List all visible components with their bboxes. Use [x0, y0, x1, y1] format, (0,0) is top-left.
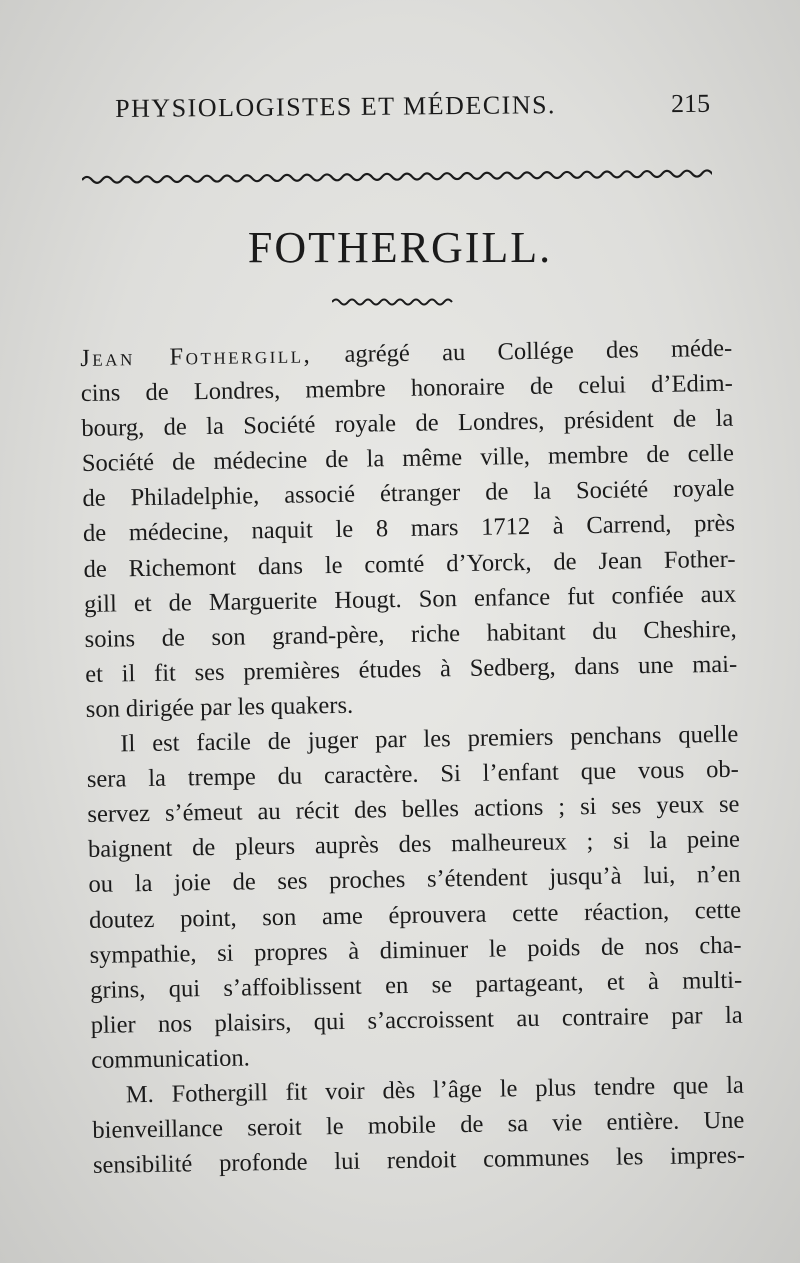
text-line: de médecine, naquit le 8 mars 1712 à Carrend, près — [82, 510, 736, 548]
text-line: de Richemont dans le comté d’Yorck, de Jean Fother- — [83, 545, 736, 583]
text-line: servez s’émeut au récit des belles actions ; si ses yeux se — [87, 790, 740, 829]
text-line: sympathie, si propres à diminuer le poids de nos cha- — [89, 931, 742, 969]
text-line: sera la trempe du caractère. Si l’enfant que vous ob- — [86, 755, 740, 794]
paragraph-3 — [92, 1068, 746, 1184]
text-line: Société de médecine de la même ville, membre de celle — [81, 440, 735, 478]
text-line: de Philadelphie, associé étranger de la Société royale — [82, 475, 735, 513]
page-number: 215 — [670, 88, 711, 119]
text-line: Il est facile de juger par les premiers penchans quelle — [120, 720, 739, 758]
paragraph-1 — [80, 331, 738, 727]
running-head — [115, 89, 710, 134]
ornamental-rule-small — [332, 294, 456, 308]
text-line: cins de Londres, membre honoraire de celui d’Edim- — [80, 369, 733, 408]
text-line: sensibilité profonde lui rendoit communes les impres- — [92, 1141, 746, 1180]
text-line: ou la joie de ses proches s’étendent jusqu’à lui, n’en — [88, 861, 741, 899]
ornamental-rule-top — [82, 168, 712, 188]
text-line: bienveillance seroit le mobile de sa vie entière. Une — [92, 1106, 745, 1144]
article-title: FOTHERGILL. — [247, 223, 553, 272]
text-line: bourg, de la Société royale de Londres, président de la — [81, 404, 734, 443]
text-line: grins, qui s’affoiblissent en se partageant, et à multi- — [89, 966, 743, 1004]
text-line: gill et de Marguerite Hougt. Son enfance fut confiée aux — [83, 580, 737, 618]
text-line: soins de son grand-père, riche habitant du Cheshire, — [84, 615, 737, 653]
author-name: Jean Fothergill, — [80, 341, 313, 372]
running-title: PHYSIOLOGISTES ET MÉDECINS. — [115, 90, 557, 123]
text-line: communication. — [91, 1044, 251, 1074]
text-line: doutez point, son ame éprouvera cette réaction, cette — [88, 896, 742, 934]
body-text — [80, 331, 745, 1183]
text-line: baignent de pleurs auprès des malheureux ; si la peine — [87, 826, 741, 864]
text-line: plier nos plaisirs, qui s’accroissent au contraire par la — [90, 1001, 743, 1039]
paragraph-2 — [86, 717, 743, 1078]
text-line: M. Fothergill fit voir dès l’âge le plus tendre que la — [125, 1071, 744, 1109]
text-line: son dirigée par les quakers. — [85, 691, 354, 723]
text-line: et il fit ses premières études à Sedberg, dans une mai- — [85, 650, 738, 688]
text-line: Jean Fothergill, agrégé au Collége des méde- — [80, 334, 733, 372]
